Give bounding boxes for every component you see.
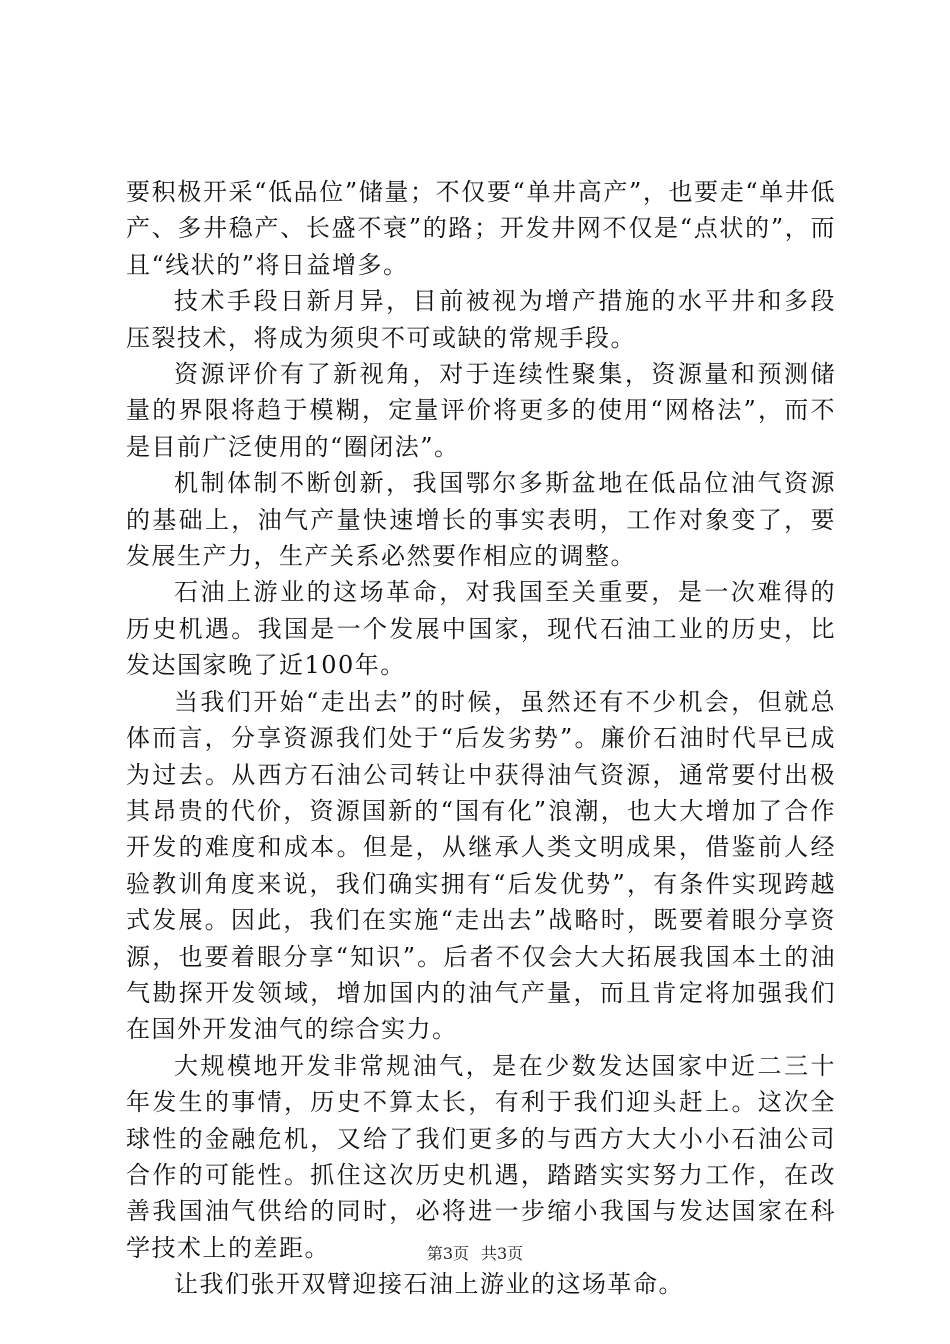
page-number: 第3页 <box>426 1244 469 1263</box>
paragraph-8: 让我们张开双臂迎接石油上游业的这场革命。 <box>174 1270 684 1299</box>
paragraph-6: 当我们开始“走出去”的时候，虽然还有不少机会，但就总体而言，分享资源我们处于“后发劣势”。廉价石油时代早已成为过去。从西方石油公司转让中获得油气资源，通常要付出极其昂贵的代价，资源国新的“国有化”浪潮，也大大增加了合作开发的难度和成本。但是，从继承人类文明成果，借鉴前人经验教训角度来说，我们确实拥有“后发优势”，有条件实现跨越式发展。因此，我们在实施“走出去”战略时，既要着眼分享资源，也要着眼分享“知识”。后者不仅会大大拓展我国本土的油气勘探开发领域，增加国内的油气产量，而且肯定将加强我们在国外开发油气的综合实力。 <box>126 687 836 1044</box>
page-footer <box>0 1244 950 1264</box>
paragraph-2: 技术手段日新月异，目前被视为增产措施的水平井和多段压裂技术，将成为须臾不可或缺的常规手段。 <box>126 287 836 352</box>
document-body <box>126 174 836 1303</box>
paragraph-1: 要积极开采“低品位”储量；不仅要“单井高产”，也要走“单井低产、多井稳产、长盛不衰”的路；开发井网不仅是“点状的”，而且“线状的”将日益增多。 <box>126 178 836 279</box>
paragraph-3: 资源评价有了新视角，对于连续性聚集，资源量和预测储量的界限将趋于模糊，定量评价将更多的使用“网格法”，而不是目前广泛使用的“圈闭法”。 <box>126 360 836 461</box>
paragraph-5: 石油上游业的这场革命，对我国至关重要，是一次难得的历史机遇。我国是一个发展中国家，现代石油工业的历史，比发达国家晚了近100年。 <box>126 578 836 680</box>
paragraph-7: 大规模地开发非常规油气，是在少数发达国家中近二三十年发生的事情，历史不算太长，有利于我们迎头赶上。这次全球性的金融危机，又给了我们更多的与西方大大小小石油公司合作的可能性。抓住这次历史机遇，踏踏实实努力工作，在改善我国油气供给的同时，必将进一步缩小我国与发达国家在科学技术上的差距。 <box>126 1051 836 1262</box>
paragraph-4: 机制体制不断创新，我国鄂尔多斯盆地在低品位油气资源的基础上，油气产量快速增长的事实表明，工作对象变了，要发展生产力，生产关系必然要作相应的调整。 <box>126 469 836 571</box>
page-total: 共3页 <box>481 1244 524 1263</box>
